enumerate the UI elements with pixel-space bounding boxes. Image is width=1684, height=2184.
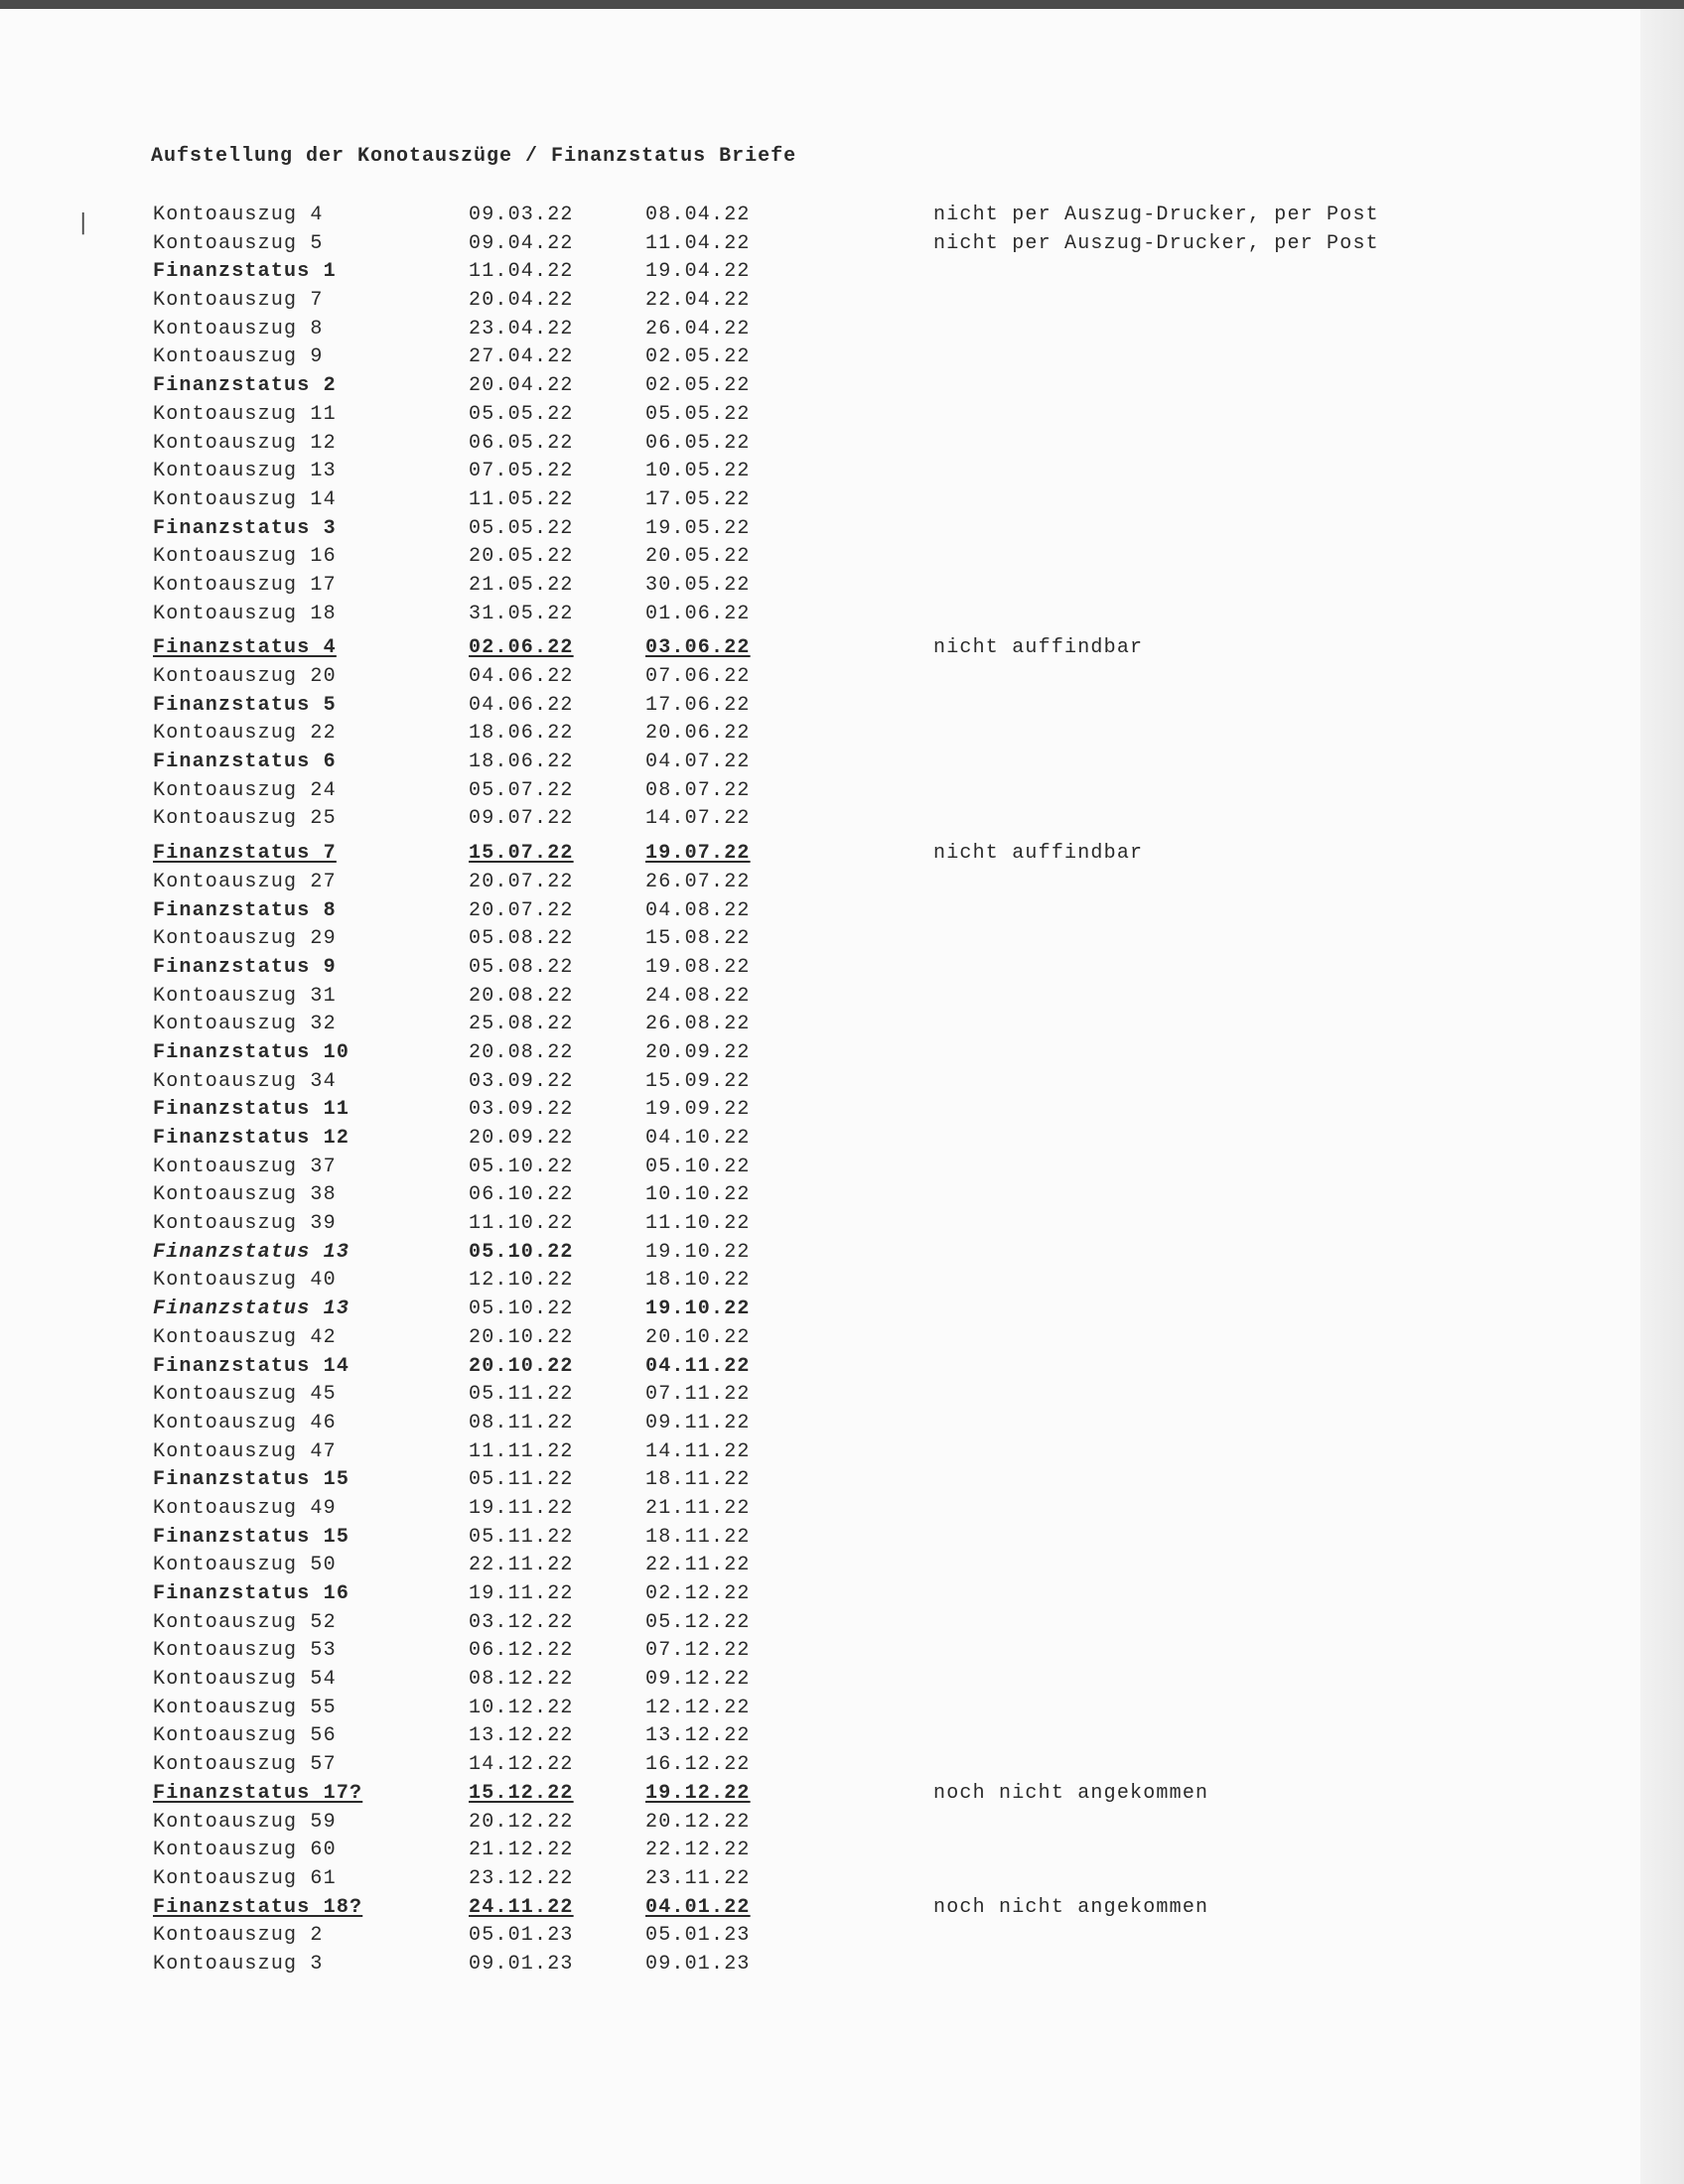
scan-right-edge-shadow [1640, 9, 1684, 2184]
entry-end-date: 06.05.22 [645, 431, 751, 455]
entry-label: Kontoauszug 14 [153, 487, 337, 511]
entry-end-date: 16.12.22 [645, 1753, 751, 1777]
entry-start-date: 11.04.22 [469, 260, 574, 284]
entry-label: Kontoauszug 5 [153, 231, 324, 255]
entry-start-date: 15.12.22 [469, 1781, 574, 1805]
entry-start-date: 12.10.22 [469, 1269, 574, 1293]
entry-start-date: 05.07.22 [469, 778, 574, 802]
entry-end-date: 19.10.22 [645, 1240, 751, 1264]
entry-start-date: 21.12.22 [469, 1839, 574, 1862]
entry-end-date: 20.09.22 [645, 1040, 751, 1064]
entry-label: Kontoauszug 54 [153, 1668, 337, 1692]
entry-end-date: 13.12.22 [645, 1724, 751, 1748]
entry-label: Kontoauszug 49 [153, 1496, 337, 1520]
entry-label: Finanzstatus 10 [153, 1040, 351, 1064]
entry-end-date: 08.04.22 [645, 204, 751, 226]
entry-label: Kontoauszug 17 [153, 573, 337, 597]
entry-start-date: 18.06.22 [469, 751, 574, 774]
entry-start-date: 15.07.22 [469, 842, 574, 866]
entry-label: Kontoauszug 59 [153, 1810, 337, 1834]
entry-note: nicht auffindbar [933, 842, 1144, 866]
entry-label: Kontoauszug 57 [153, 1753, 337, 1777]
entry-start-date: 05.08.22 [469, 927, 574, 951]
entry-start-date: 03.09.22 [469, 1098, 574, 1122]
entry-label: Kontoauszug 11 [153, 402, 337, 426]
entry-end-date: 09.11.22 [645, 1411, 751, 1434]
entry-start-date: 08.12.22 [469, 1668, 574, 1692]
entry-start-date: 19.11.22 [469, 1496, 574, 1520]
entry-start-date: 09.07.22 [469, 807, 574, 831]
entry-start-date: 20.04.22 [469, 289, 574, 313]
entry-end-date: 19.04.22 [645, 260, 751, 284]
entry-start-date: 09.01.23 [469, 1952, 574, 1976]
entry-start-date: 08.11.22 [469, 1411, 574, 1434]
entry-end-date: 19.10.22 [645, 1297, 751, 1321]
entry-end-date: 21.11.22 [645, 1496, 751, 1520]
entry-start-date: 05.05.22 [469, 402, 574, 426]
entry-label: Kontoauszug 61 [153, 1866, 337, 1890]
entry-start-date: 05.11.22 [469, 1468, 574, 1492]
entry-end-date: 05.10.22 [645, 1155, 751, 1178]
entry-start-date: 04.06.22 [469, 665, 574, 688]
entry-end-date: 02.05.22 [645, 345, 751, 369]
entry-start-date: 03.09.22 [469, 1069, 574, 1093]
entry-end-date: 11.04.22 [645, 231, 751, 255]
entry-end-date: 04.08.22 [645, 898, 751, 922]
entry-label: Finanzstatus 15 [153, 1468, 351, 1492]
entry-end-date: 01.06.22 [645, 602, 751, 625]
entry-end-date: 10.10.22 [645, 1183, 751, 1207]
entry-end-date: 04.07.22 [645, 751, 751, 774]
entry-start-date: 22.11.22 [469, 1554, 574, 1577]
entry-start-date: 11.10.22 [469, 1212, 574, 1236]
entry-label: Finanzstatus 1 [153, 260, 337, 284]
entry-end-date: 05.05.22 [645, 402, 751, 426]
entry-start-date: 27.04.22 [469, 345, 574, 369]
entry-label: Finanzstatus 13 [153, 1297, 351, 1321]
entry-end-date: 24.08.22 [645, 984, 751, 1008]
entry-label: Kontoauszug 25 [153, 807, 337, 831]
entry-end-date: 18.11.22 [645, 1468, 751, 1492]
entry-start-date: 09.04.22 [469, 231, 574, 255]
entry-label: Kontoauszug 37 [153, 1155, 337, 1178]
entry-end-date: 14.07.22 [645, 807, 751, 831]
entry-start-date: 24.11.22 [469, 1895, 574, 1919]
entry-label: Finanzstatus 12 [153, 1127, 351, 1150]
entry-end-date: 10.05.22 [645, 460, 751, 483]
entry-end-date: 08.07.22 [645, 778, 751, 802]
entry-label: Kontoauszug 40 [153, 1269, 337, 1293]
entry-label: Kontoauszug 55 [153, 1696, 337, 1719]
entry-end-date: 19.09.22 [645, 1098, 751, 1122]
entry-label: Kontoauszug 42 [153, 1325, 337, 1349]
entry-start-date: 20.07.22 [469, 898, 574, 922]
entry-start-date: 18.06.22 [469, 722, 574, 746]
entry-start-date: 04.06.22 [469, 693, 574, 717]
entry-end-date: 15.08.22 [645, 927, 751, 951]
entry-end-date: 03.06.22 [645, 636, 751, 660]
entry-label: Kontoauszug 39 [153, 1212, 337, 1236]
entry-start-date: 11.05.22 [469, 487, 574, 511]
entry-label: Kontoauszug 8 [153, 317, 324, 341]
entry-end-date: 17.06.22 [645, 693, 751, 717]
entry-start-date: 09.03.22 [469, 204, 574, 226]
entry-end-date: 05.12.22 [645, 1610, 751, 1634]
entry-end-date: 30.05.22 [645, 573, 751, 597]
scan-top-edge [0, 0, 1684, 9]
entry-label: Kontoauszug 3 [153, 1952, 324, 1976]
entry-label: Finanzstatus 17? [153, 1781, 363, 1805]
entry-start-date: 25.08.22 [469, 1013, 574, 1036]
entry-start-date: 06.05.22 [469, 431, 574, 455]
entry-label: Kontoauszug 4 [153, 204, 324, 226]
entry-label: Finanzstatus 2 [153, 374, 337, 398]
entry-start-date: 05.10.22 [469, 1155, 574, 1178]
entry-label: Kontoauszug 34 [153, 1069, 337, 1093]
entry-end-date: 23.11.22 [645, 1866, 751, 1890]
entry-label: Kontoauszug 52 [153, 1610, 337, 1634]
entry-start-date: 05.11.22 [469, 1525, 574, 1549]
entry-end-date: 15.09.22 [645, 1069, 751, 1093]
entry-start-date: 11.11.22 [469, 1439, 574, 1463]
entry-label: Kontoauszug 29 [153, 927, 337, 951]
entry-end-date: 09.12.22 [645, 1668, 751, 1692]
entry-start-date: 05.11.22 [469, 1383, 574, 1407]
entry-end-date: 19.08.22 [645, 955, 751, 979]
entry-label: Finanzstatus 14 [153, 1354, 351, 1378]
entry-start-date: 20.05.22 [469, 545, 574, 569]
entry-label: Kontoauszug 22 [153, 722, 337, 746]
entry-start-date: 20.10.22 [469, 1354, 574, 1378]
entry-label: Finanzstatus 13 [153, 1240, 351, 1264]
entry-end-date: 07.11.22 [645, 1383, 751, 1407]
entry-label: Kontoauszug 56 [153, 1724, 337, 1748]
entry-start-date: 05.10.22 [469, 1240, 574, 1264]
entry-end-date: 17.05.22 [645, 487, 751, 511]
entry-label: Kontoauszug 31 [153, 984, 337, 1008]
entry-label: Finanzstatus 6 [153, 751, 337, 774]
entry-label: Kontoauszug 12 [153, 431, 337, 455]
entry-start-date: 05.08.22 [469, 955, 574, 979]
entry-start-date: 19.11.22 [469, 1582, 574, 1605]
entry-end-date: 19.07.22 [645, 842, 751, 866]
entry-label: Finanzstatus 15 [153, 1525, 351, 1549]
entry-start-date: 05.10.22 [469, 1297, 574, 1321]
entry-start-date: 02.06.22 [469, 636, 574, 660]
stray-pen-mark: | [79, 210, 87, 235]
entry-end-date: 20.10.22 [645, 1325, 751, 1349]
entry-label: Kontoauszug 32 [153, 1013, 337, 1036]
entry-start-date: 10.12.22 [469, 1696, 574, 1719]
entry-end-date: 05.01.23 [645, 1924, 751, 1948]
entry-end-date: 14.11.22 [645, 1439, 751, 1463]
entry-label: Finanzstatus 16 [153, 1582, 351, 1605]
entry-end-date: 02.05.22 [645, 374, 751, 398]
entry-label: Kontoauszug 46 [153, 1411, 337, 1434]
entry-label: Finanzstatus 5 [153, 693, 337, 717]
entry-end-date: 26.08.22 [645, 1013, 751, 1036]
entry-start-date: 06.12.22 [469, 1639, 574, 1663]
entry-end-date: 07.06.22 [645, 665, 751, 688]
entry-label: Kontoauszug 9 [153, 345, 324, 369]
entry-end-date: 09.01.23 [645, 1952, 751, 1976]
entry-note: noch nicht angekommen [933, 1895, 1209, 1919]
entry-end-date: 19.05.22 [645, 516, 751, 540]
entry-start-date: 31.05.22 [469, 602, 574, 625]
entry-start-date: 05.01.23 [469, 1924, 574, 1948]
entry-label: Finanzstatus 9 [153, 955, 337, 979]
entry-end-date: 02.12.22 [645, 1582, 751, 1605]
entry-start-date: 20.07.22 [469, 870, 574, 893]
entry-label: Kontoauszug 13 [153, 460, 337, 483]
entry-start-date: 20.08.22 [469, 984, 574, 1008]
entry-end-date: 20.06.22 [645, 722, 751, 746]
entry-end-date: 07.12.22 [645, 1639, 751, 1663]
entry-start-date: 20.08.22 [469, 1040, 574, 1064]
entry-note: nicht per Auszug-Drucker, per Post [933, 204, 1379, 226]
entry-start-date: 14.12.22 [469, 1753, 574, 1777]
entry-label: Kontoauszug 24 [153, 778, 337, 802]
entry-note: nicht auffindbar [933, 636, 1144, 660]
entry-end-date: 22.11.22 [645, 1554, 751, 1577]
entry-start-date: 07.05.22 [469, 460, 574, 483]
entry-end-date: 18.11.22 [645, 1525, 751, 1549]
entry-label: Kontoauszug 20 [153, 665, 337, 688]
entry-end-date: 20.12.22 [645, 1810, 751, 1834]
entry-start-date: 20.09.22 [469, 1127, 574, 1150]
entry-label: Kontoauszug 53 [153, 1639, 337, 1663]
entry-start-date: 05.05.22 [469, 516, 574, 540]
entry-label: Kontoauszug 7 [153, 289, 324, 313]
entry-label: Finanzstatus 18? [153, 1895, 363, 1919]
entry-end-date: 20.05.22 [645, 545, 751, 569]
entry-note: noch nicht angekommen [933, 1781, 1209, 1805]
entry-label: Kontoauszug 45 [153, 1383, 337, 1407]
entry-label: Finanzstatus 4 [153, 636, 337, 660]
entry-label: Kontoauszug 60 [153, 1839, 337, 1862]
entry-label: Kontoauszug 16 [153, 545, 337, 569]
entry-start-date: 13.12.22 [469, 1724, 574, 1748]
entry-start-date: 06.10.22 [469, 1183, 574, 1207]
entry-label: Finanzstatus 7 [153, 842, 337, 866]
entry-end-date: 26.07.22 [645, 870, 751, 893]
entry-label: Finanzstatus 8 [153, 898, 337, 922]
entry-label: Kontoauszug 27 [153, 870, 337, 893]
entry-end-date: 22.04.22 [645, 289, 751, 313]
entry-start-date: 23.12.22 [469, 1866, 574, 1890]
entry-start-date: 20.04.22 [469, 374, 574, 398]
entry-start-date: 21.05.22 [469, 573, 574, 597]
entry-end-date: 04.10.22 [645, 1127, 751, 1150]
entry-label: Kontoauszug 2 [153, 1924, 324, 1948]
entry-end-date: 04.01.22 [645, 1895, 751, 1919]
entry-end-date: 12.12.22 [645, 1696, 751, 1719]
entry-label: Kontoauszug 38 [153, 1183, 337, 1207]
entry-label: Kontoauszug 18 [153, 602, 337, 625]
entry-start-date: 03.12.22 [469, 1610, 574, 1634]
entry-start-date: 23.04.22 [469, 317, 574, 341]
entry-end-date: 04.11.22 [645, 1354, 751, 1378]
entry-label: Kontoauszug 47 [153, 1439, 337, 1463]
entry-note: nicht per Auszug-Drucker, per Post [933, 231, 1379, 255]
entry-end-date: 26.04.22 [645, 317, 751, 341]
entry-end-date: 18.10.22 [645, 1269, 751, 1293]
entry-label: Kontoauszug 50 [153, 1554, 337, 1577]
entry-end-date: 22.12.22 [645, 1839, 751, 1862]
page-title: Aufstellung der Konotauszüge / Finanzstatus Briefe [151, 145, 797, 168]
entry-start-date: 20.12.22 [469, 1810, 574, 1834]
entry-end-date: 11.10.22 [645, 1212, 751, 1236]
entry-end-date: 19.12.22 [645, 1781, 751, 1805]
entry-label: Finanzstatus 3 [153, 516, 337, 540]
entry-label: Finanzstatus 11 [153, 1098, 351, 1122]
entry-start-date: 20.10.22 [469, 1325, 574, 1349]
